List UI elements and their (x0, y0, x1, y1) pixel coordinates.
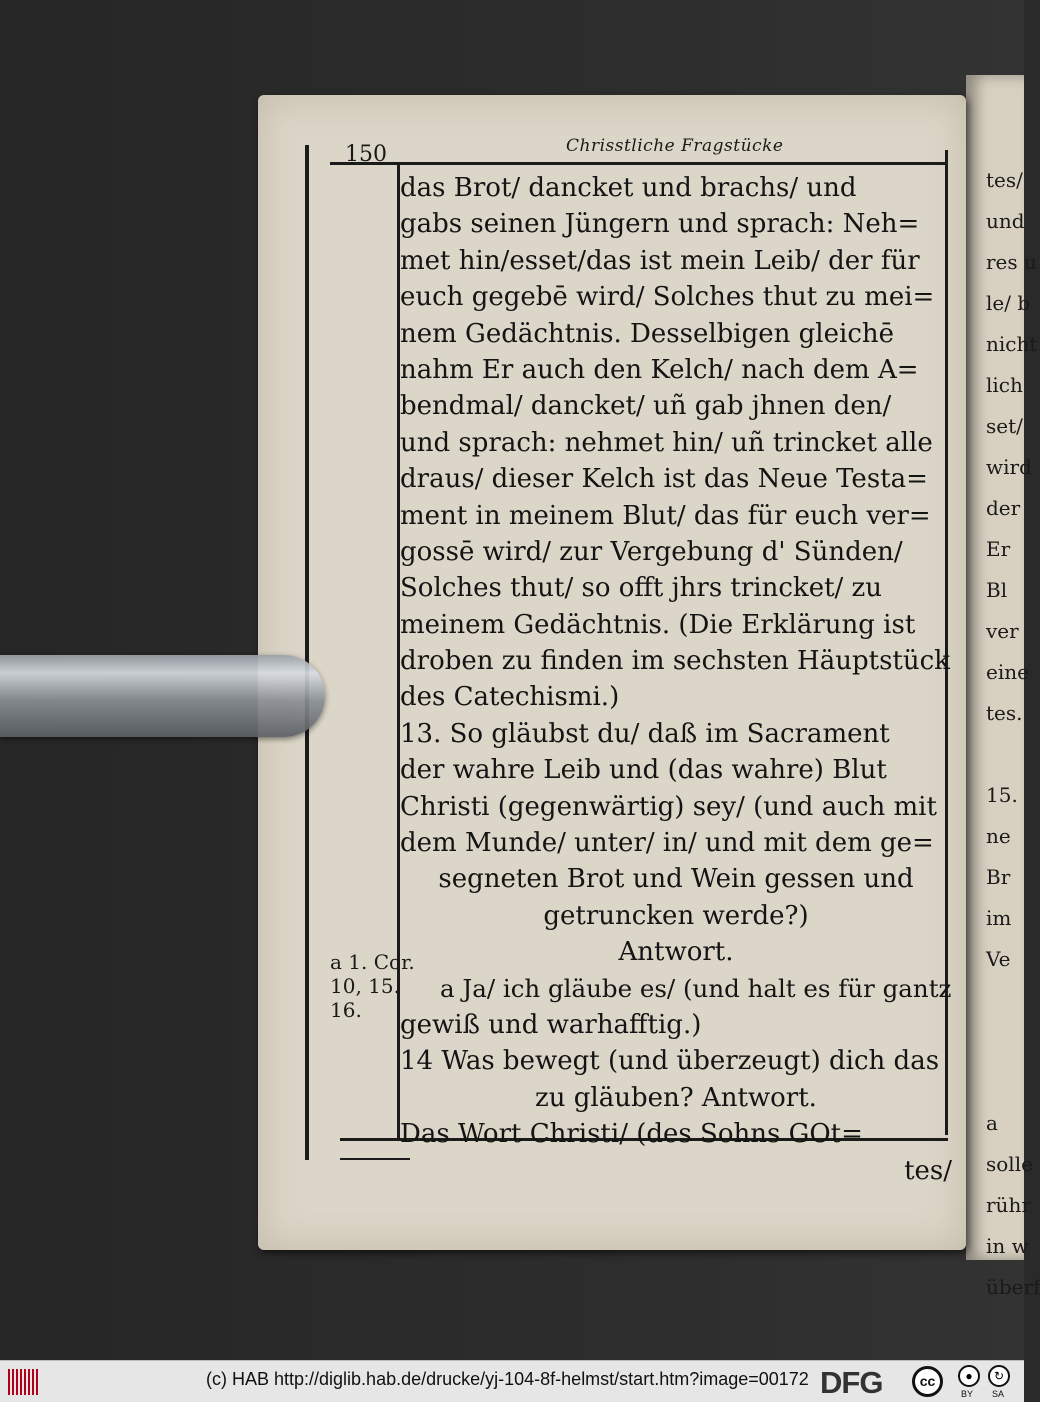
text-line: der wahre Leib und (das wahre) Blut (400, 755, 887, 786)
frame-rule-top (330, 162, 948, 165)
text-line: ment in meinem Blut/ das für euch ver= (400, 500, 931, 531)
text-line: a Ja/ ich gläube es/ (und halt es für gantz (440, 973, 952, 1003)
facing-page-fragment: Er (986, 537, 1011, 561)
text-line: getruncken werde?) (543, 900, 809, 931)
dfg-logo: DFG (820, 1365, 883, 1400)
text-line: gossē wird/ zur Vergebung d' Sünden/ (400, 536, 903, 567)
facing-page-fragment: nicht (986, 332, 1038, 356)
library-logo-icon (8, 1369, 38, 1395)
facing-page-fragment: Br (986, 865, 1011, 889)
page-number: 150 (345, 142, 387, 167)
text-line: droben zu finden im sechsten Häuptstück (400, 646, 950, 677)
text-line: Solches thut/ so offt jhrs trincket/ zu (400, 573, 882, 604)
facing-page-fragment: lich (986, 373, 1023, 397)
share-alike-label: SA (992, 1389, 1005, 1399)
facing-page-fragment: a (986, 1111, 998, 1135)
facing-page-fragment: solle (986, 1152, 1033, 1176)
facing-page-fragment: in w (986, 1234, 1029, 1258)
text-line: nahm Er auch den Kelch/ nach dem A= (400, 354, 919, 385)
facing-page-fragment: le/ b (986, 291, 1031, 315)
facing-page-fragment: der (986, 496, 1021, 520)
text-line: met hin/esset/das ist mein Leib/ der für (400, 245, 920, 276)
facing-page-fragment: überf (986, 1275, 1040, 1299)
facing-page-fragment: set/ (986, 414, 1023, 438)
facing-page-fragment: res u (986, 250, 1037, 274)
margin-note-line: 16. (330, 998, 362, 1022)
copyright-text: (c) HAB http://diglib.hab.de/drucke/yj-104-8f-helmst/start.htm?image=00172 (206, 1369, 809, 1389)
text-line: draus/ dieser Kelch ist das Neue Testa= (400, 464, 928, 495)
text-line: zu gläuben? Antwort. (535, 1082, 817, 1113)
facing-page-fragment (986, 1021, 1024, 1062)
text-line: das Brot/ dancket und brachs/ und (400, 173, 857, 203)
facing-page-fragment: eine (986, 660, 1029, 684)
creative-commons-icon: cc (912, 1366, 943, 1397)
facing-page-fragment (986, 1062, 1024, 1103)
share-alike-icon: ↻ (988, 1365, 1010, 1387)
facing-page-fragment: ver (986, 619, 1019, 643)
attribution-label: BY (961, 1389, 974, 1399)
text-line: segneten Brot und Wein gessen und (438, 864, 914, 895)
text-line: 13. So gläubst du/ daß im Sacrament (400, 718, 890, 749)
text-line: meinem Gedächtnis. (Die Erklärung ist (400, 609, 916, 640)
text-line: des Catechismi.) (400, 682, 620, 713)
text-line: dem Munde/ unter/ in/ und mit dem ge= (400, 828, 934, 859)
facing-page-fragment: Bl (986, 578, 1008, 602)
text-line: Christi (gegenwärtig) sey/ (und auch mit (400, 791, 937, 822)
text-line: gewiß und warhafftig.) (400, 1009, 702, 1040)
text-line: Das Wort Christi/ (des Sohns GOt= (400, 1119, 863, 1150)
text-line: 14 Was bewegt (und überzeugt) dich das (400, 1046, 940, 1077)
text-line: gabs seinen Jüngern und sprach: Neh= (400, 209, 920, 240)
footer-bar (0, 1360, 1024, 1402)
facing-page-fragment (986, 734, 1024, 775)
text-line: und sprach: nehmet hin/ uñ trincket alle (400, 427, 933, 458)
text-line: tes/ (904, 1155, 952, 1186)
page-clamp (0, 655, 325, 737)
facing-page-fragment: rühr (986, 1193, 1031, 1217)
text-line: nem Gedächtnis. Desselbigen gleichē (400, 318, 895, 349)
facing-page-fragment: wird (986, 455, 1032, 479)
text-line: Antwort. (618, 937, 734, 968)
facing-page-fragment: tes. (986, 701, 1023, 725)
margin-note (330, 950, 415, 1022)
facing-page-fragment: Ve (986, 947, 1011, 971)
margin-note-line: a 1. Cor. (330, 950, 415, 974)
facing-page-text (986, 160, 1040, 1308)
facing-page-fragment: tes/ (986, 168, 1023, 192)
attribution-icon: ● (958, 1365, 980, 1387)
facing-page-fragment: im (986, 906, 1012, 930)
facing-page-fragment: und (986, 209, 1025, 233)
facing-page-fragment: 15. (986, 783, 1018, 807)
frame-rule-left-outer (305, 145, 309, 1160)
text-line: euch gegebē wird/ Solches thut zu mei= (400, 282, 935, 313)
page-body (400, 170, 952, 1189)
facing-page-fragment (986, 980, 1024, 1021)
facing-page-fragment: ne (986, 824, 1011, 848)
text-line: bendmal/ dancket/ uñ gab jhnen den/ (400, 391, 892, 422)
margin-note-line: 10, 15. (330, 974, 400, 998)
running-header: Chrisstliche Fragstücke (566, 136, 784, 156)
